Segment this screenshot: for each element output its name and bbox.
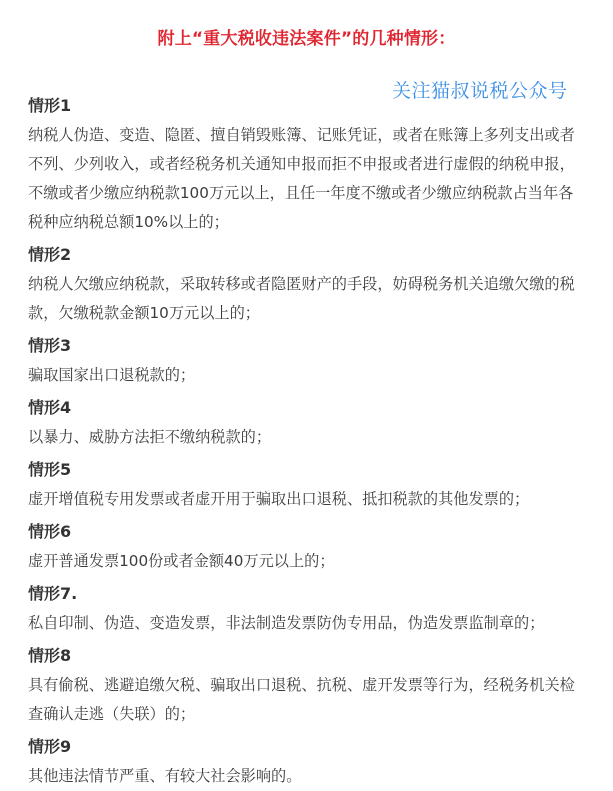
case-item-5 bbox=[28, 458, 588, 514]
case-heading: 情形1 bbox=[28, 96, 72, 115]
page-title: 附上“重大税收违法案件”的几种情形： bbox=[157, 29, 456, 49]
case-item-8 bbox=[28, 644, 588, 729]
case-item-3 bbox=[28, 334, 588, 390]
case-text: 纳税人伪造、变造、隐匿、擅自销毁账簿、记账凭证，或者在账簿上多列支出或者不列、少列收入，或者经税务机关通知申报而拒不申报或者进行虚假的纳税申报，不缴或者少缴应纳税款100万元以上，且任一年度不缴或者少缴应纳税款占当年各税种应纳税总额10%以上的； bbox=[28, 126, 575, 231]
case-item-2 bbox=[28, 243, 588, 328]
case-item-1 bbox=[28, 94, 588, 237]
case-list bbox=[28, 94, 588, 791]
case-heading: 情形9 bbox=[28, 737, 72, 756]
case-item-4 bbox=[28, 396, 588, 452]
case-text: 骗取国家出口退税款的； bbox=[28, 366, 196, 384]
case-text: 纳税人欠缴应纳税款，采取转移或者隐匿财产的手段，妨碍税务机关追缴欠缴的税款，欠缴税款金额10万元以上的； bbox=[28, 275, 575, 322]
case-heading: 情形6 bbox=[28, 522, 72, 541]
case-item-6 bbox=[28, 520, 588, 576]
watermark-text: 关注猫叔说税公众号 bbox=[392, 80, 568, 102]
case-text: 其他违法情节严重、有较大社会影响的。 bbox=[28, 767, 302, 785]
case-heading: 情形3 bbox=[28, 336, 72, 355]
case-text: 私自印制、伪造、变造发票，非法制造发票防伪专用品，伪造发票监制章的； bbox=[28, 614, 545, 632]
case-text: 具有偷税、逃避追缴欠税、骗取出口退税、抗税、虚开发票等行为，经税务机关检查确认走逃（失联）的； bbox=[28, 676, 575, 723]
case-text: 虚开增值税专用发票或者虚开用于骗取出口退税、抵扣税款的其他发票的； bbox=[28, 490, 530, 508]
case-heading: 情形7. bbox=[28, 584, 78, 603]
case-text: 以暴力、威胁方法拒不缴纳税款的； bbox=[28, 428, 271, 446]
case-heading: 情形8 bbox=[28, 646, 72, 665]
case-heading: 情形5 bbox=[28, 460, 72, 479]
case-heading: 情形4 bbox=[28, 398, 72, 417]
case-heading: 情形2 bbox=[28, 245, 72, 264]
case-text: 虚开普通发票100份或者金额40万元以上的； bbox=[28, 552, 335, 570]
case-item-9 bbox=[28, 735, 588, 791]
case-item-7 bbox=[28, 582, 588, 638]
